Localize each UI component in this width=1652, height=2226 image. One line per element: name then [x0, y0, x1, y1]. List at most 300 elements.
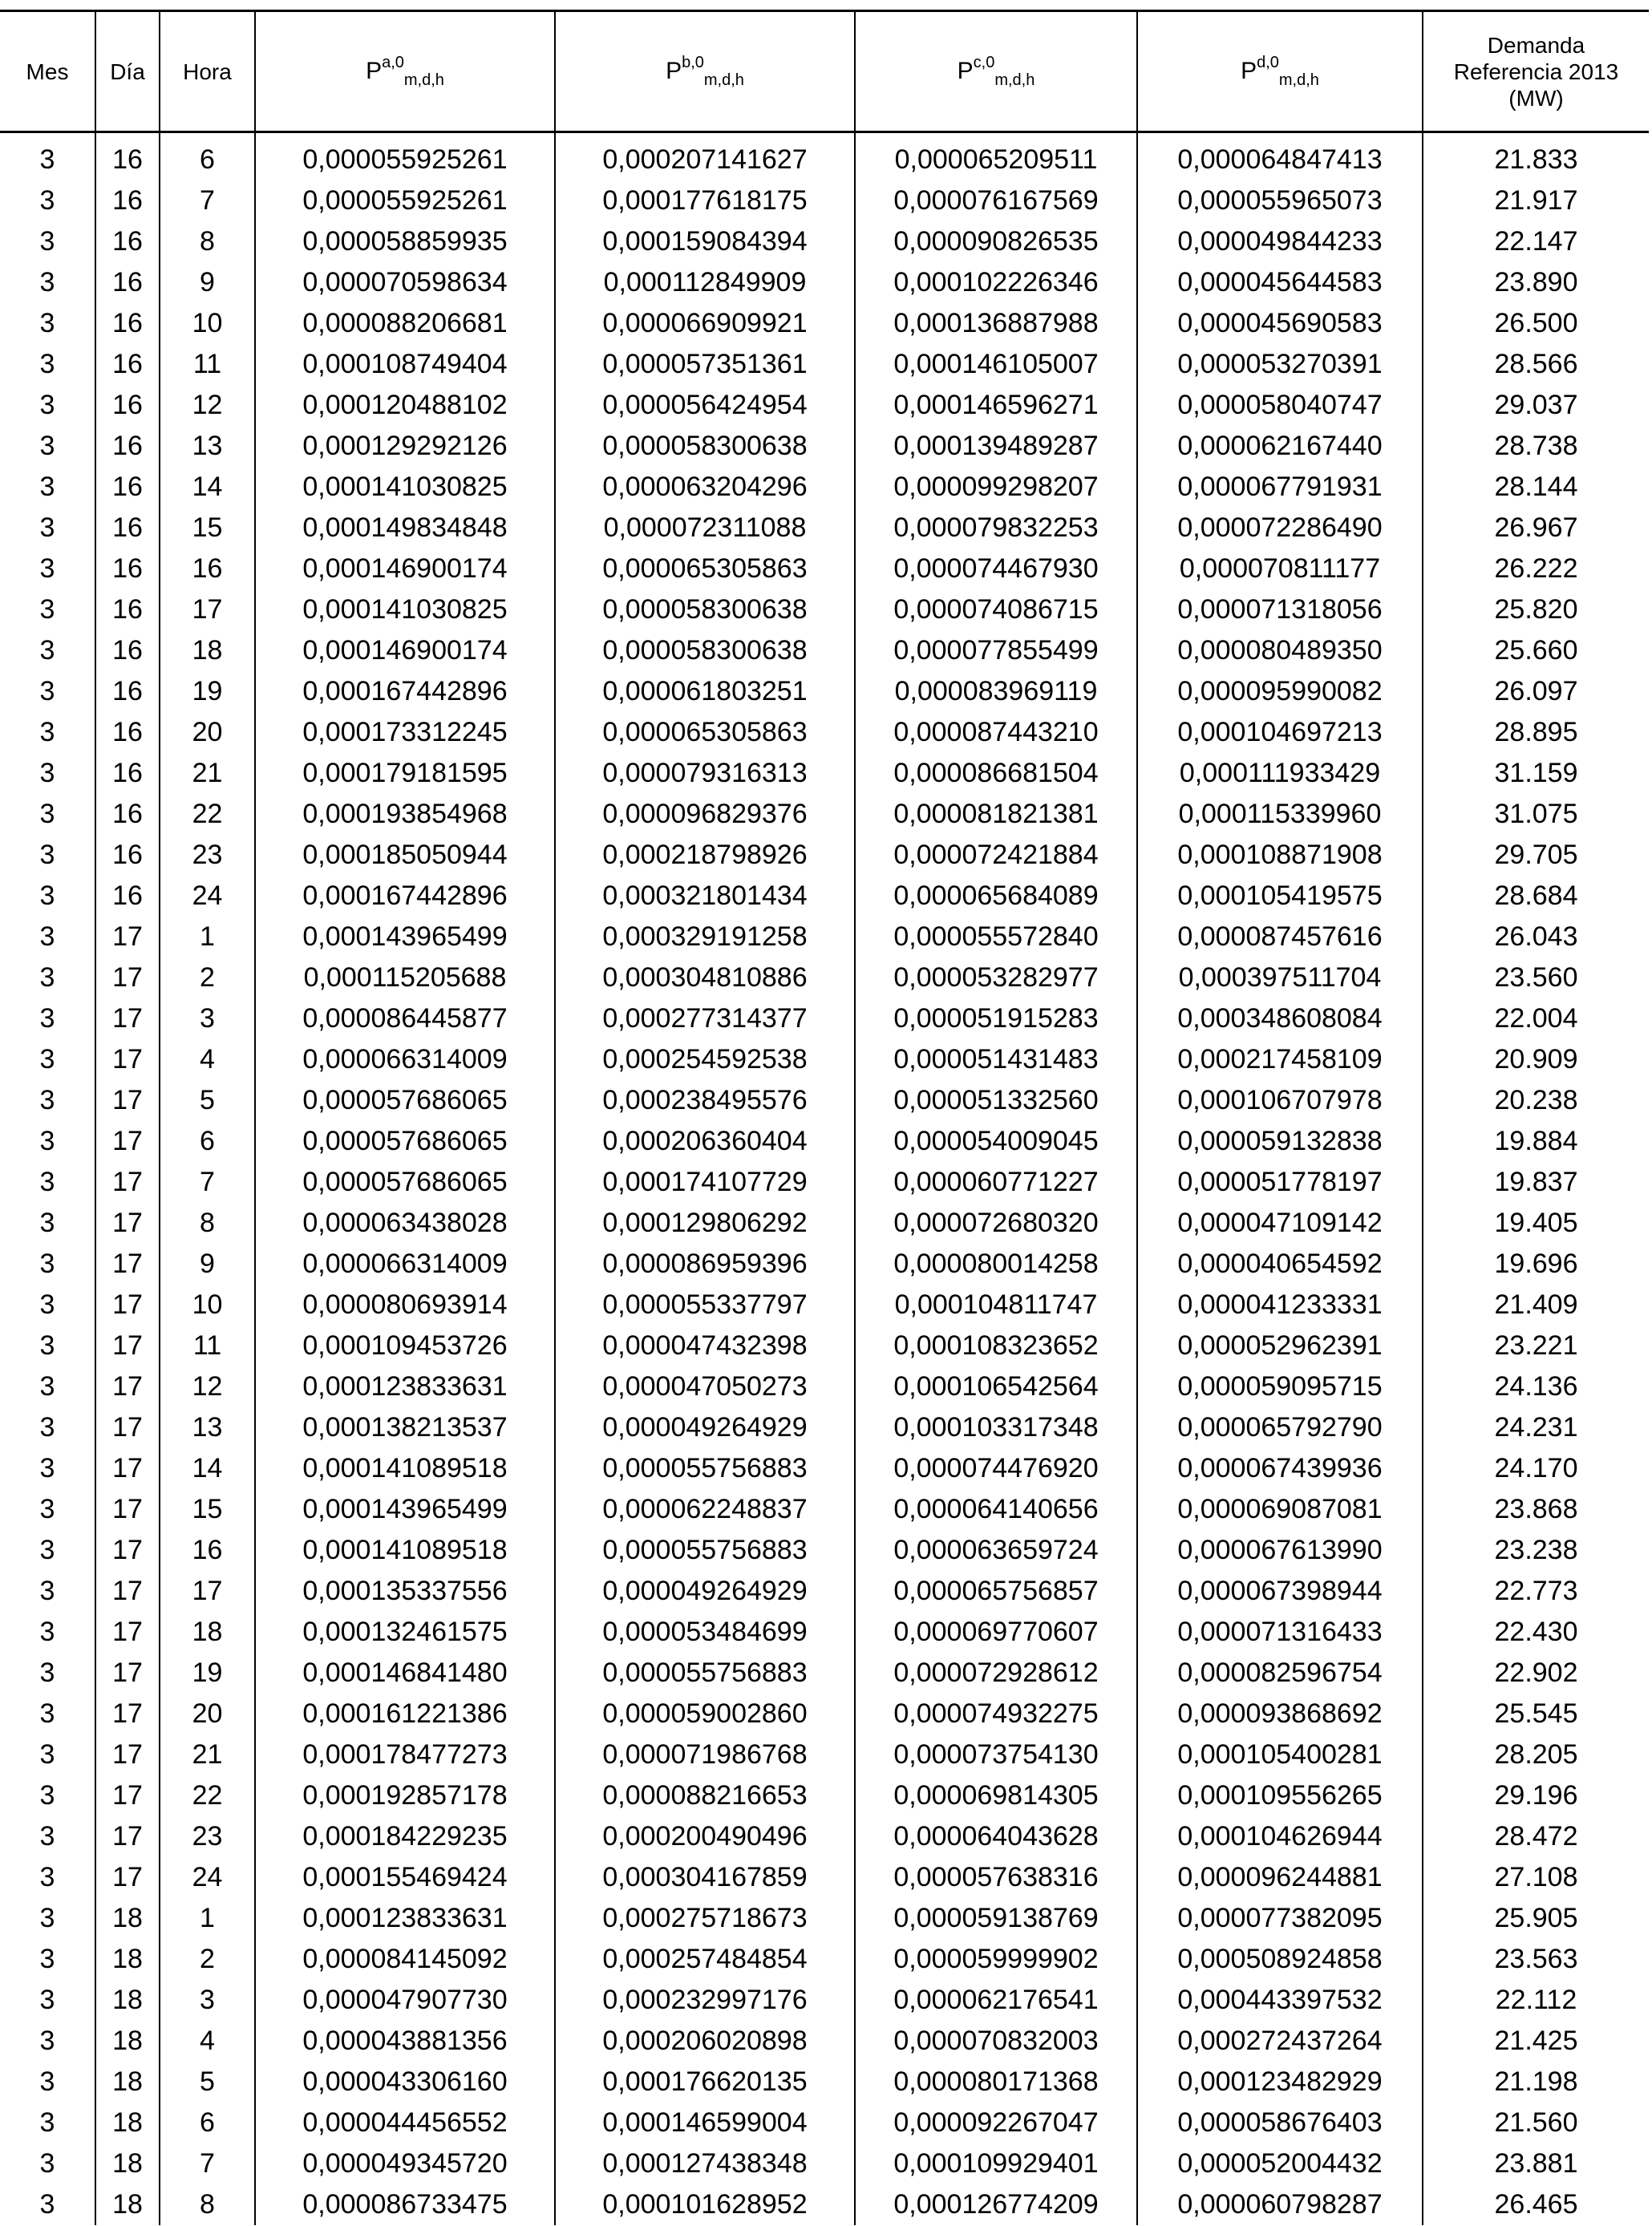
table-row: [0, 1939, 1649, 1980]
cell-pd: 0,000047109142: [1137, 1203, 1423, 1244]
cell-hora: 21: [160, 1734, 255, 1775]
cell-pd: 0,000059095715: [1137, 1366, 1423, 1407]
cell-demanda: 23.868: [1423, 1489, 1649, 1530]
cell-dia: 17: [95, 917, 160, 957]
cell-dia: 16: [95, 753, 160, 794]
cell-demanda: 29.196: [1423, 1775, 1649, 1816]
cell-pb: 0,000304167859: [555, 1857, 855, 1898]
cell-mes: 3: [39, 1985, 55, 2015]
cell-pa: 0,000184229235: [255, 1816, 555, 1857]
cell-pa: 0,000120488102: [255, 385, 555, 426]
cell-mes: 3: [39, 2189, 55, 2220]
cell-pd: 0,000108871908: [1137, 835, 1423, 876]
cell-pb: 0,000329191258: [555, 917, 855, 957]
cell-hora: 22: [160, 794, 255, 835]
cell-pd: 0,000106707978: [1137, 1080, 1423, 1121]
header-pc-base: P: [957, 57, 974, 84]
cell-hora: 6: [160, 1121, 255, 1162]
table-row: [0, 1448, 1649, 1489]
table-row: [0, 1121, 1649, 1162]
header-pd: [1137, 11, 1423, 132]
cell-mes: 3: [39, 2107, 55, 2138]
cell-hora: 14: [160, 467, 255, 508]
cell-pd: 0,000104697213: [1137, 712, 1423, 753]
cell-pc: 0,000065209511: [855, 132, 1137, 181]
table-row: [0, 1489, 1649, 1530]
cell-pc: 0,000077855499: [855, 630, 1137, 671]
header-pa-sub: m,d,h: [403, 71, 444, 89]
cell-dia: 17: [95, 1612, 160, 1653]
cell-demanda: 28.205: [1423, 1734, 1649, 1775]
cell-pa: 0,000167442896: [255, 671, 555, 712]
cell-pc: 0,000099298207: [855, 467, 1137, 508]
cell-pa: 0,000143965499: [255, 917, 555, 957]
table-row: [0, 1530, 1649, 1571]
cell-pa: 0,000043306160: [255, 2062, 555, 2103]
cell-demanda: 31.159: [1423, 753, 1649, 794]
cell-pd: 0,000049844233: [1137, 221, 1423, 262]
cell-pb: 0,000238495576: [555, 1080, 855, 1121]
table-row: [0, 957, 1649, 998]
cell-pb: 0,000086959396: [555, 1244, 855, 1285]
cell-dia: 17: [95, 1653, 160, 1694]
cell-demanda: 23.890: [1423, 262, 1649, 303]
cell-hora: 5: [160, 2062, 255, 2103]
cell-dia: 17: [95, 1775, 160, 1816]
cell-pd: 0,000397511704: [1137, 957, 1423, 998]
cell-pa: 0,000192857178: [255, 1775, 555, 1816]
cell-demanda: 25.905: [1423, 1898, 1649, 1939]
cell-dia: 17: [95, 1571, 160, 1612]
cell-demanda: 21.833: [1423, 132, 1649, 181]
cell-pb: 0,000127438348: [555, 2143, 855, 2184]
cell-pa: 0,000146900174: [255, 630, 555, 671]
cell-pd: 0,000067439936: [1137, 1448, 1423, 1489]
cell-mes: 3: [39, 1657, 55, 1688]
header-pd-base: P: [1241, 57, 1257, 84]
table-row: [0, 1366, 1649, 1407]
cell-pb: 0,000061803251: [555, 671, 855, 712]
cell-pb: 0,000065305863: [555, 712, 855, 753]
cell-pd: 0,000062167440: [1137, 426, 1423, 467]
cell-pc: 0,000057638316: [855, 1857, 1137, 1898]
cell-pd: 0,000104626944: [1137, 1816, 1423, 1857]
cell-mes: 3: [39, 676, 55, 706]
cell-pa: 0,000055925261: [255, 132, 555, 181]
table-row: [0, 1816, 1649, 1857]
cell-hora: 22: [160, 1775, 255, 1816]
cell-hora: 24: [160, 876, 255, 917]
cell-hora: 1: [160, 917, 255, 957]
cell-dia: 16: [95, 876, 160, 917]
cell-mes: 3: [39, 1044, 55, 1075]
cell-mes: 3: [39, 308, 55, 338]
cell-pc: 0,000072928612: [855, 1653, 1137, 1694]
cell-pd: 0,000058676403: [1137, 2103, 1423, 2143]
cell-pa: 0,000057686065: [255, 1162, 555, 1203]
cell-pa: 0,000066314009: [255, 1244, 555, 1285]
cell-demanda: 22.147: [1423, 221, 1649, 262]
table-row: [0, 671, 1649, 712]
cell-hora: 17: [160, 1571, 255, 1612]
cell-mes: 3: [39, 2026, 55, 2056]
cell-mes: 3: [39, 1944, 55, 1974]
cell-mes: 3: [39, 267, 55, 297]
cell-pc: 0,000080171368: [855, 2062, 1137, 2103]
cell-pa: 0,000109453726: [255, 1325, 555, 1366]
table-row: [0, 917, 1649, 957]
cell-pb: 0,000101628952: [555, 2184, 855, 2225]
cell-demanda: 22.112: [1423, 1980, 1649, 2021]
table-row: [0, 876, 1649, 917]
cell-pc: 0,000060771227: [855, 1162, 1137, 1203]
cell-pb: 0,000053484699: [555, 1612, 855, 1653]
cell-mes: 3: [39, 1126, 55, 1156]
cell-mes: 3: [39, 1412, 55, 1443]
table-row: [0, 2143, 1649, 2184]
cell-pd: 0,000087457616: [1137, 917, 1423, 957]
table-row: [0, 385, 1649, 426]
cell-pb: 0,000063204296: [555, 467, 855, 508]
cell-pc: 0,000051332560: [855, 1080, 1137, 1121]
cell-mes: 3: [39, 226, 55, 257]
cell-demanda: 24.136: [1423, 1366, 1649, 1407]
cell-demanda: 19.405: [1423, 1203, 1649, 1244]
cell-dia: 17: [95, 1325, 160, 1366]
cell-demanda: 24.170: [1423, 1448, 1649, 1489]
cell-mes: 3: [39, 390, 55, 420]
cell-pc: 0,000065756857: [855, 1571, 1137, 1612]
cell-dia: 18: [95, 2021, 160, 2062]
cell-dia: 17: [95, 1285, 160, 1325]
cell-pb: 0,000056424954: [555, 385, 855, 426]
cell-pd: 0,000096244881: [1137, 1857, 1423, 1898]
cell-mes: 3: [39, 840, 55, 870]
header-pa: [255, 11, 555, 132]
cell-mes: 3: [39, 1494, 55, 1524]
cell-pd: 0,000508924858: [1137, 1939, 1423, 1980]
cell-hora: 1: [160, 1898, 255, 1939]
cell-pd: 0,000051778197: [1137, 1162, 1423, 1203]
cell-hora: 20: [160, 712, 255, 753]
cell-demanda: 21.425: [1423, 2021, 1649, 2062]
cell-dia: 18: [95, 1898, 160, 1939]
cell-pb: 0,000055756883: [555, 1448, 855, 1489]
table-row: [0, 1612, 1649, 1653]
header-hora: Hora: [160, 11, 255, 132]
cell-pa: 0,000080693914: [255, 1285, 555, 1325]
cell-hora: 19: [160, 671, 255, 712]
cell-pd: 0,000109556265: [1137, 1775, 1423, 1816]
table-header: [0, 11, 1649, 132]
cell-pa: 0,000161221386: [255, 1694, 555, 1734]
cell-pd: 0,000093868692: [1137, 1694, 1423, 1734]
cell-demanda: 22.773: [1423, 1571, 1649, 1612]
cell-pb: 0,000088216653: [555, 1775, 855, 1816]
header-pb-sub: m,d,h: [703, 71, 744, 89]
cell-mes: 3: [39, 1535, 55, 1565]
table-row: [0, 998, 1649, 1039]
cell-demanda: 23.881: [1423, 2143, 1649, 2184]
cell-pc: 0,000053282977: [855, 957, 1137, 998]
cell-pd: 0,000045644583: [1137, 262, 1423, 303]
cell-demanda: 26.222: [1423, 548, 1649, 589]
cell-pd: 0,000065792790: [1137, 1407, 1423, 1448]
cell-pb: 0,000058300638: [555, 589, 855, 630]
table-row: [0, 835, 1649, 876]
cell-pb: 0,000174107729: [555, 1162, 855, 1203]
cell-dia: 16: [95, 467, 160, 508]
cell-dia: 16: [95, 589, 160, 630]
cell-mes: 3: [39, 1289, 55, 1320]
cell-pd: 0,000052962391: [1137, 1325, 1423, 1366]
cell-dia: 17: [95, 1489, 160, 1530]
cell-hora: 2: [160, 957, 255, 998]
cell-pb: 0,000146599004: [555, 2103, 855, 2143]
cell-pa: 0,000135337556: [255, 1571, 555, 1612]
cell-pd: 0,000058040747: [1137, 385, 1423, 426]
cell-demanda: 25.545: [1423, 1694, 1649, 1734]
cell-demanda: 19.884: [1423, 1121, 1649, 1162]
cell-mes: 3: [39, 1698, 55, 1729]
cell-pc: 0,000074476920: [855, 1448, 1137, 1489]
header-pc: [855, 11, 1137, 132]
cell-pa: 0,000141089518: [255, 1448, 555, 1489]
cell-pc: 0,000070832003: [855, 2021, 1137, 2062]
table-row: [0, 426, 1649, 467]
cell-pc: 0,000092267047: [855, 2103, 1137, 2143]
cell-pb: 0,000176620135: [555, 2062, 855, 2103]
cell-demanda: 26.500: [1423, 303, 1649, 344]
cell-pd: 0,000082596754: [1137, 1653, 1423, 1694]
cell-pb: 0,000049264929: [555, 1407, 855, 1448]
cell-mes: 3: [39, 431, 55, 461]
header-pa-sup: a,0: [382, 53, 404, 71]
cell-pd: 0,000123482929: [1137, 2062, 1423, 2103]
cell-hora: 8: [160, 221, 255, 262]
cell-pc: 0,000108323652: [855, 1325, 1137, 1366]
cell-mes: 3: [39, 799, 55, 829]
cell-dia: 17: [95, 1244, 160, 1285]
cell-pa: 0,000070598634: [255, 262, 555, 303]
cell-pc: 0,000051915283: [855, 998, 1137, 1039]
cell-pb: 0,000057351361: [555, 344, 855, 385]
cell-pa: 0,000146841480: [255, 1653, 555, 1694]
cell-pa: 0,000123833631: [255, 1366, 555, 1407]
table-row: [0, 221, 1649, 262]
cell-hora: 16: [160, 548, 255, 589]
cell-pa: 0,000084145092: [255, 1939, 555, 1980]
cell-pb: 0,000257484854: [555, 1939, 855, 1980]
cell-pd: 0,000067613990: [1137, 1530, 1423, 1571]
cell-demanda: 25.660: [1423, 630, 1649, 671]
cell-pb: 0,000232997176: [555, 1980, 855, 2021]
cell-mes: 3: [39, 349, 55, 379]
cell-pa: 0,000179181595: [255, 753, 555, 794]
cell-mes: 3: [39, 1821, 55, 1852]
cell-pd: 0,000111933429: [1137, 753, 1423, 794]
table-row: [0, 132, 1649, 181]
cell-dia: 18: [95, 2103, 160, 2143]
cell-demanda: 21.198: [1423, 2062, 1649, 2103]
header-demanda: [1423, 11, 1649, 132]
cell-pd: 0,000348608084: [1137, 998, 1423, 1039]
cell-dia: 17: [95, 1039, 160, 1080]
cell-pb: 0,000321801434: [555, 876, 855, 917]
cell-demanda: 31.075: [1423, 794, 1649, 835]
cell-mes: 3: [39, 1085, 55, 1115]
cell-pb: 0,000055337797: [555, 1285, 855, 1325]
cell-pb: 0,000275718673: [555, 1898, 855, 1939]
cell-demanda: 23.221: [1423, 1325, 1649, 1366]
cell-pc: 0,000072421884: [855, 835, 1137, 876]
cell-dia: 16: [95, 303, 160, 344]
cell-pd: 0,000115339960: [1137, 794, 1423, 835]
cell-pa: 0,000185050944: [255, 835, 555, 876]
cell-pc: 0,000074467930: [855, 548, 1137, 589]
table-row: [0, 1734, 1649, 1775]
cell-pb: 0,000129806292: [555, 1203, 855, 1244]
cell-dia: 16: [95, 630, 160, 671]
cell-hora: 7: [160, 1162, 255, 1203]
cell-hora: 16: [160, 1530, 255, 1571]
cell-pd: 0,000077382095: [1137, 1898, 1423, 1939]
cell-pa: 0,000066314009: [255, 1039, 555, 1080]
header-mes: Mes: [0, 11, 95, 132]
cell-hora: 11: [160, 344, 255, 385]
cell-hora: 18: [160, 1612, 255, 1653]
table-row: [0, 1325, 1649, 1366]
cell-pb: 0,000058300638: [555, 426, 855, 467]
table-row: [0, 753, 1649, 794]
cell-pa: 0,000058859935: [255, 221, 555, 262]
cell-dia: 16: [95, 426, 160, 467]
cell-pc: 0,000054009045: [855, 1121, 1137, 1162]
cell-dia: 16: [95, 132, 160, 181]
cell-hora: 10: [160, 303, 255, 344]
cell-mes: 3: [39, 1576, 55, 1606]
cell-pc: 0,000126774209: [855, 2184, 1137, 2225]
cell-pb: 0,000049264929: [555, 1571, 855, 1612]
cell-dia: 16: [95, 835, 160, 876]
cell-dia: 17: [95, 998, 160, 1039]
cell-pa: 0,000193854968: [255, 794, 555, 835]
table-row: [0, 2021, 1649, 2062]
cell-pd: 0,000071318056: [1137, 589, 1423, 630]
cell-mes: 3: [39, 2148, 55, 2179]
cell-dia: 17: [95, 1734, 160, 1775]
cell-pd: 0,000045690583: [1137, 303, 1423, 344]
cell-mes: 3: [39, 2066, 55, 2097]
table-row: [0, 1244, 1649, 1285]
cell-pc: 0,000081821381: [855, 794, 1137, 835]
table-row: [0, 344, 1649, 385]
table-row: [0, 1571, 1649, 1612]
cell-pc: 0,000109929401: [855, 2143, 1137, 2184]
cell-pc: 0,000063659724: [855, 1530, 1137, 1571]
cell-pc: 0,000059138769: [855, 1898, 1137, 1939]
cell-pd: 0,000069087081: [1137, 1489, 1423, 1530]
cell-hora: 8: [160, 2184, 255, 2225]
cell-hora: 9: [160, 1244, 255, 1285]
cell-pd: 0,000072286490: [1137, 508, 1423, 548]
cell-mes: 3: [39, 1371, 55, 1402]
cell-pb: 0,000071986768: [555, 1734, 855, 1775]
cell-hora: 8: [160, 1203, 255, 1244]
cell-hora: 23: [160, 1816, 255, 1857]
cell-pd: 0,000055965073: [1137, 180, 1423, 221]
table-row: [0, 303, 1649, 344]
cell-hora: 24: [160, 1857, 255, 1898]
cell-demanda: 28.144: [1423, 467, 1649, 508]
cell-demanda: 28.472: [1423, 1816, 1649, 1857]
cell-demanda: 28.738: [1423, 426, 1649, 467]
cell-pd: 0,000040654592: [1137, 1244, 1423, 1285]
cell-hora: 15: [160, 508, 255, 548]
table-row: [0, 1285, 1649, 1325]
cell-demanda: 25.820: [1423, 589, 1649, 630]
cell-pc: 0,000083969119: [855, 671, 1137, 712]
cell-dia: 17: [95, 1694, 160, 1734]
cell-pd: 0,000053270391: [1137, 344, 1423, 385]
cell-mes: 3: [39, 1617, 55, 1647]
cell-pc: 0,000051431483: [855, 1039, 1137, 1080]
table-row: [0, 1203, 1649, 1244]
table-row: [0, 1980, 1649, 2021]
cell-mes: 3: [39, 1453, 55, 1483]
cell-demanda: 29.037: [1423, 385, 1649, 426]
cell-pb: 0,000254592538: [555, 1039, 855, 1080]
cell-pa: 0,000141030825: [255, 589, 555, 630]
cell-dia: 17: [95, 1121, 160, 1162]
table-row: [0, 589, 1649, 630]
cell-demanda: 26.043: [1423, 917, 1649, 957]
cell-hora: 5: [160, 1080, 255, 1121]
header-pc-sub: m,d,h: [994, 71, 1035, 89]
cell-pc: 0,000103317348: [855, 1407, 1137, 1448]
cell-pc: 0,000104811747: [855, 1285, 1137, 1325]
cell-demanda: 21.409: [1423, 1285, 1649, 1325]
table-row: [0, 630, 1649, 671]
cell-pc: 0,000055572840: [855, 917, 1137, 957]
cell-hora: 18: [160, 630, 255, 671]
cell-pd: 0,000443397532: [1137, 1980, 1423, 2021]
cell-pa: 0,000143965499: [255, 1489, 555, 1530]
cell-dia: 16: [95, 712, 160, 753]
header-pc-sup: c,0: [973, 53, 995, 71]
cell-pb: 0,000304810886: [555, 957, 855, 998]
cell-pb: 0,000200490496: [555, 1816, 855, 1857]
table-row: [0, 1653, 1649, 1694]
cell-mes: 3: [39, 1780, 55, 1811]
header-pb: [555, 11, 855, 132]
cell-demanda: 19.837: [1423, 1162, 1649, 1203]
cell-pa: 0,000141030825: [255, 467, 555, 508]
cell-pc: 0,000080014258: [855, 1244, 1137, 1285]
cell-mes: 3: [39, 1249, 55, 1279]
cell-pa: 0,000049345720: [255, 2143, 555, 2184]
cell-mes: 3: [39, 1739, 55, 1770]
cell-demanda: 27.108: [1423, 1857, 1649, 1898]
cell-hora: 3: [160, 998, 255, 1039]
header-pd-sub: m,d,h: [1278, 71, 1319, 89]
cell-pc: 0,000073754130: [855, 1734, 1137, 1775]
cell-pa: 0,000173312245: [255, 712, 555, 753]
cell-demanda: 23.563: [1423, 1939, 1649, 1980]
cell-hora: 13: [160, 1407, 255, 1448]
cell-pa: 0,000043881356: [255, 2021, 555, 2062]
cell-pd: 0,000105419575: [1137, 876, 1423, 917]
